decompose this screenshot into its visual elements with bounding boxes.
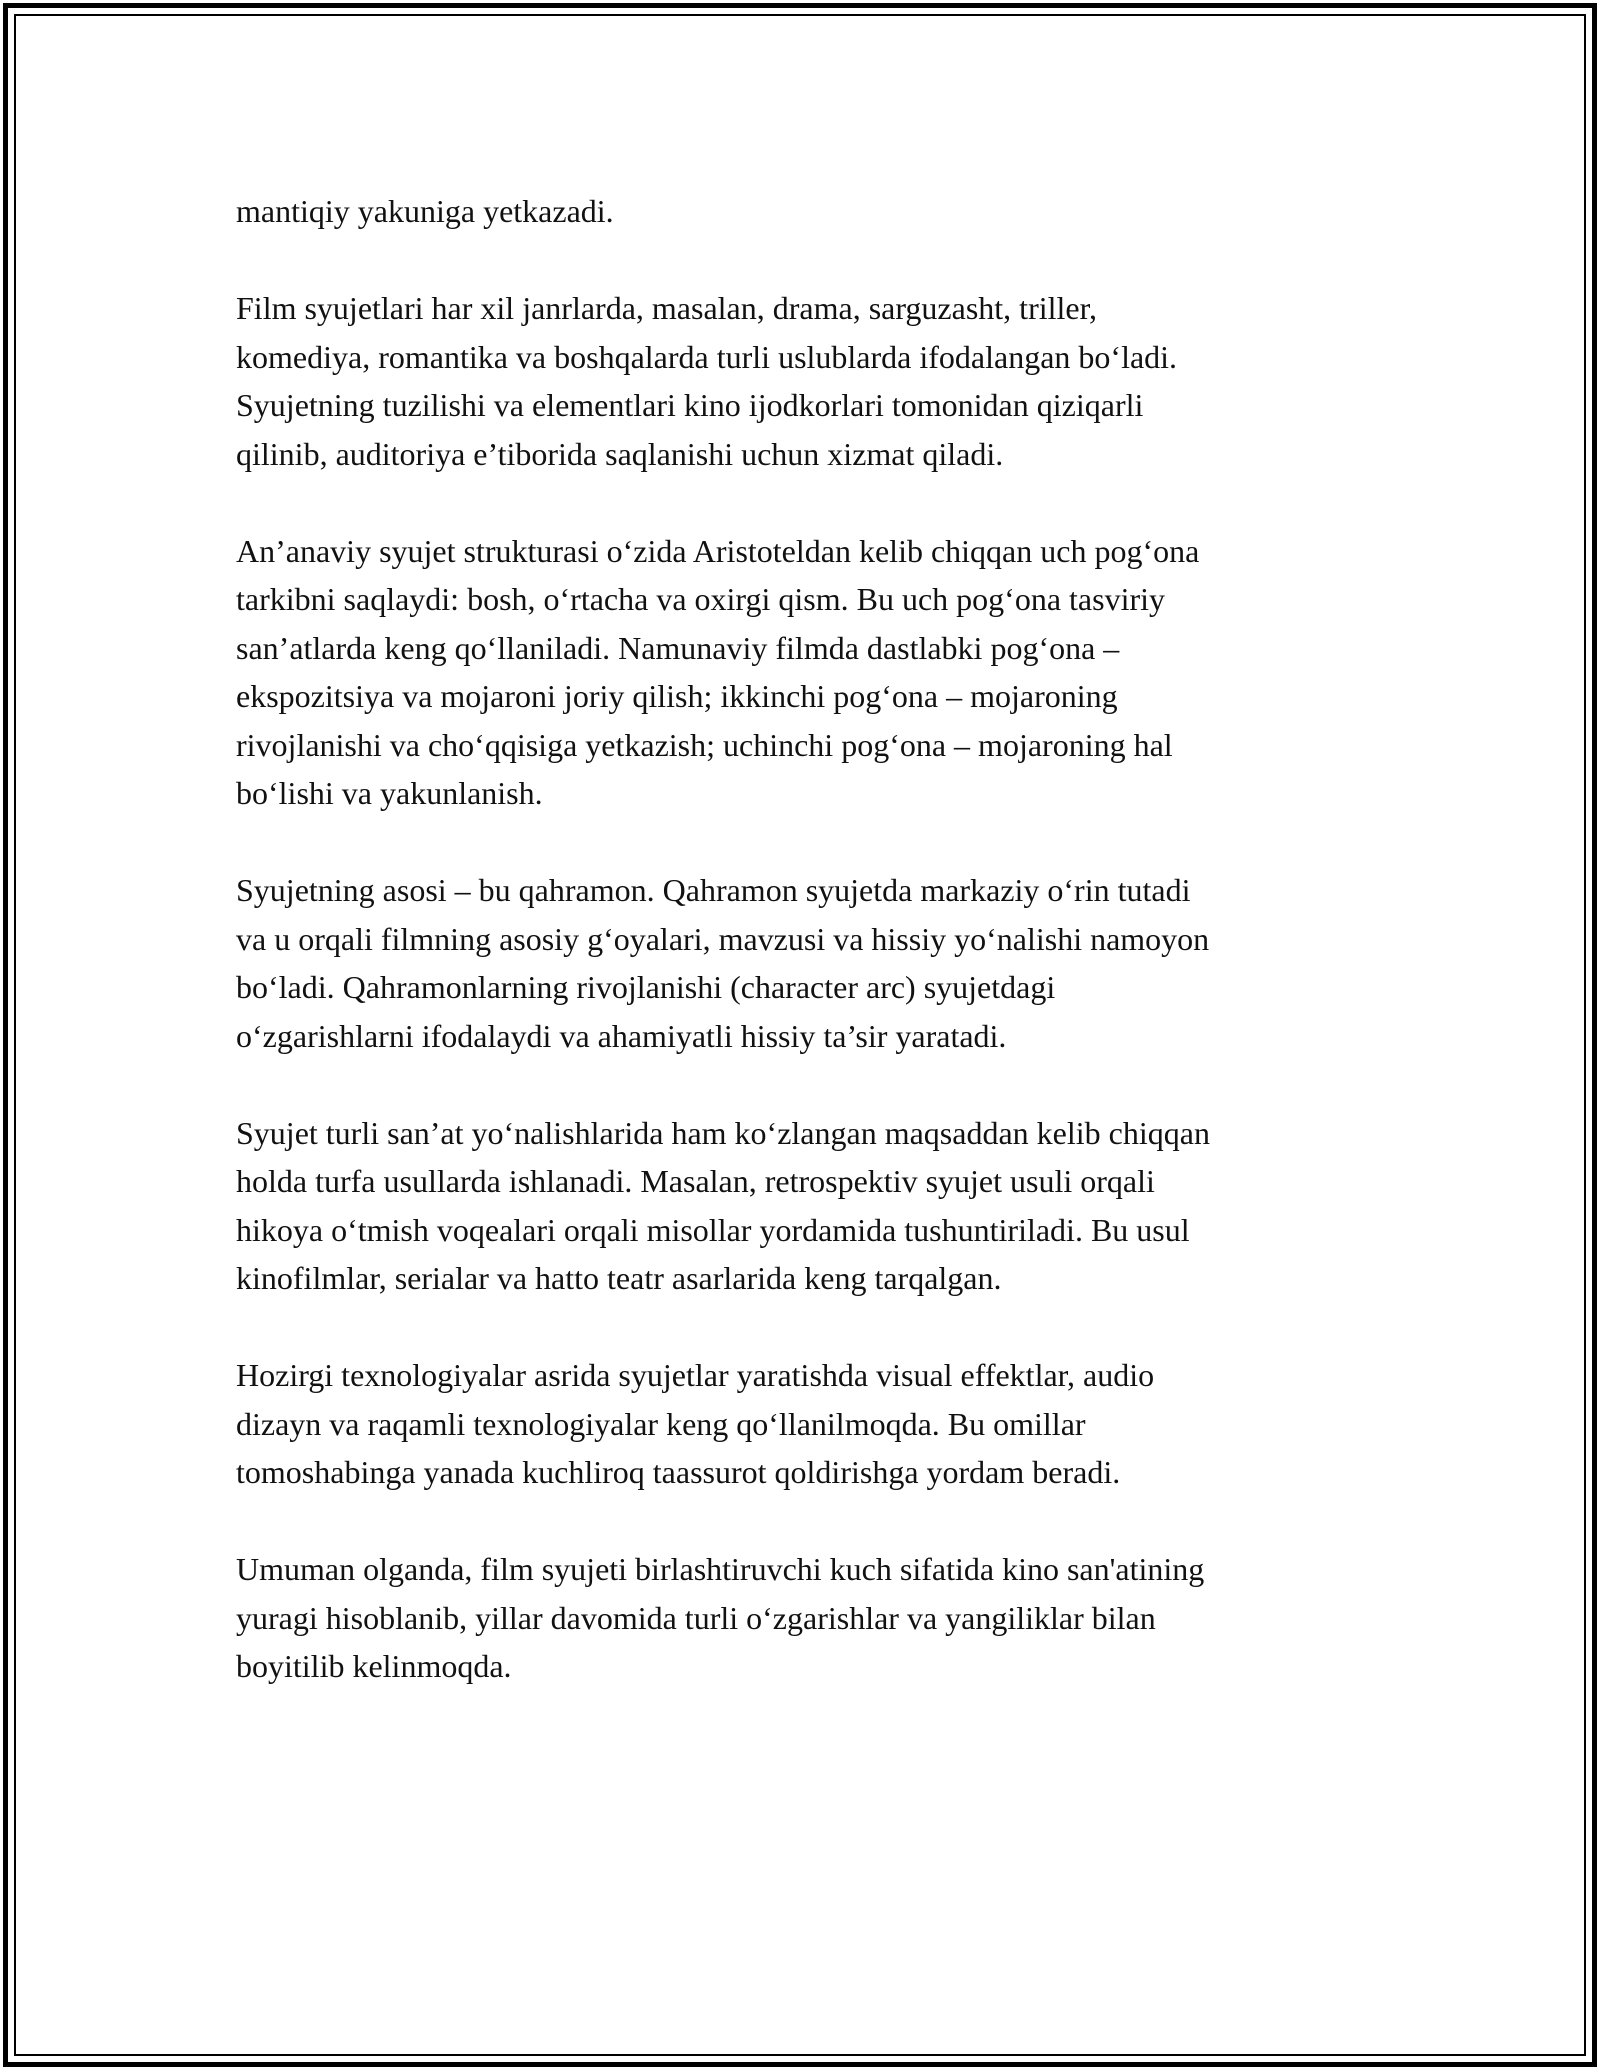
paragraph-4: Syujetning asosi – bu qahramon. Qahramon syujetda markaziy o‘rin tutadi va u orqali filmning asosiy g‘oyalari, mavzusi va hissiy yo‘nalishi namoyon bo‘ladi. Qahramonlarning rivojlanishi (character arc) syujetdagi o‘zgarishlarni ifodalaydi va ahamiyatli hissiy ta’sir yaratadi. [236,872,1210,1054]
paragraph-2: Film syujetlari har xil janrlarda, masalan, drama, sarguzasht, triller, komediya, romantika va boshqalarda turli uslublarda ifodalangan bo‘ladi. Syujetning tuzilishi va elementlari kino ijodkorlari tomonidan qiziqarli qilinib, auditoriya e’tiborida saqlanishi uchun xizmat qiladi. [236,290,1178,472]
paragraph-6: Hozirgi texnologiyalar asrida syujetlar yaratishda visual effektlar, audio dizayn va raqamli texnologiyalar keng qo‘llanilmoqda. Bu omillar tomoshabinga yanada kuchliroq taassurot qoldirishga yordam beradi. [236,1357,1155,1490]
paragraph-1: mantiqiy yakuniga yetkazadi. [236,193,614,229]
paragraph-5: Syujet turli san’at yo‘nalishlarida ham ko‘zlangan maqsaddan kelib chiqqan holda turfa usullarda ishlanadi. Masalan, retrospektiv syujet usuli orqali hikoya o‘tmish voqealari orqali misollar yordamida tushuntiriladi. Bu usul kinofilmlar, serialar va hatto teatr asarlarida keng tarqalgan. [236,1114,1210,1296]
paragraph-7: Umuman olganda, film syujeti birlashtiruvchi kuch sifatida kino san'atining yuragi hisoblanib, yillar davomida turli o‘zgarishlar va yangiliklar bilan boyitilib kelinmoqda. [236,1551,1205,1684]
document-body [236,187,1366,1739]
paragraph-3: An’anaviy syujet strukturasi o‘zida Aristoteldan kelib chiqqan uch pog‘ona tarkibni saqlaydi: bosh, o‘rtacha va oxirgi qism. Bu uch pog‘ona tasviriy san’atlarda keng qo‘llaniladi. Namunaviy filmda dastlabki pog‘ona – ekspozitsiya va mojaroni joriy qilish; ikkinchi pog‘ona – mojaroning rivojlanishi va cho‘qqisiga yetkazish; uchinchi pog‘ona – mojaroning hal bo‘lishi va yakunlanish. [236,532,1200,811]
